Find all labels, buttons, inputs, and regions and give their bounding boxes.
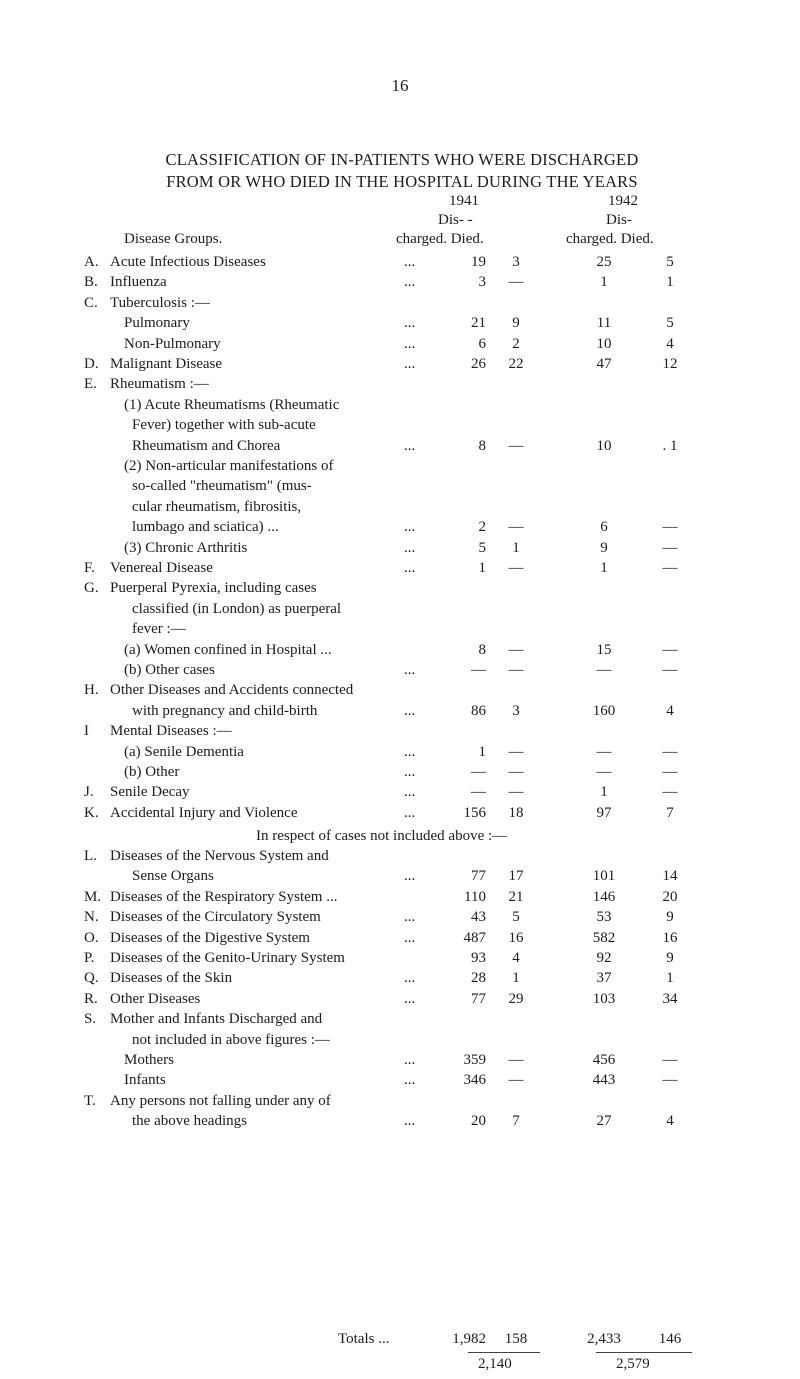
row-leader-dots: ... — [404, 539, 416, 556]
discharged-1942-cell: 101 — [592, 868, 616, 885]
row-label: Non-Pulmonary — [124, 335, 221, 352]
row-letter: N. — [84, 909, 99, 926]
row-label: Malignant Disease — [110, 356, 223, 372]
table-row — [0, 1011, 800, 1031]
died-1941-cell: — — [508, 560, 524, 576]
died-1942-cell: 4 — [666, 702, 674, 719]
discharged-1942-cell: 37 — [596, 970, 612, 987]
row-label: Influenza — [110, 274, 167, 291]
died-1941-cell: — — [508, 743, 524, 760]
died-1942-cell: — — [662, 743, 678, 760]
discharged-1942-cell: 6 — [600, 519, 608, 536]
died-1942-cell: — — [662, 560, 678, 576]
discharged-1942-cell: 53 — [596, 909, 612, 926]
row-letter: Q. — [84, 970, 99, 987]
died-1942-cell: 5 — [666, 315, 674, 332]
table-row — [0, 805, 800, 825]
row-label: (3) Chronic Arthritis — [124, 539, 248, 556]
died-1942-cell: — — [662, 1072, 678, 1089]
row-leader-dots: ... — [404, 909, 416, 926]
row-leader-dots: ... — [404, 356, 416, 372]
discharged-1941-cell: 26 — [471, 356, 486, 372]
discharged-1942-cell: 10 — [596, 437, 612, 454]
died-1942-cell: 9 — [666, 950, 674, 966]
row-leader-dots: ... — [404, 335, 416, 352]
totals-discharged-1941: 1,982 — [452, 1331, 486, 1347]
row-label: Rheumatism :— — [110, 376, 209, 393]
died-1941-cell: — — [508, 641, 524, 658]
discharged-1942-cell: 1 — [600, 274, 608, 291]
discharged-1941-cell: 77 — [471, 990, 486, 1007]
died-1941-cell: 2 — [512, 335, 520, 352]
table-row — [0, 868, 800, 888]
discharged-1942-cell: 97 — [596, 804, 612, 821]
row-label: Acute Infectious Diseases — [110, 254, 266, 270]
table-row — [0, 744, 800, 764]
discharged-1942-cell: 1 — [600, 560, 608, 576]
discharged-1941-cell: 6 — [478, 335, 486, 352]
died-1941-cell: 3 — [512, 254, 520, 270]
table-row — [0, 438, 800, 458]
row-leader-dots: ... — [404, 764, 416, 780]
died-1941-cell: — — [508, 274, 524, 291]
discharged-1941-cell: 1 — [478, 560, 486, 576]
discharged-1941-cell: — — [471, 784, 486, 801]
row-leader-dots: ... — [404, 662, 416, 678]
table-row — [0, 519, 800, 539]
totals-label: Totals ... — [338, 1331, 390, 1347]
table-row — [0, 1052, 800, 1072]
row-leader-dots: ... — [404, 1072, 416, 1089]
died-1942-cell: 14 — [662, 868, 678, 885]
table-row — [0, 848, 800, 868]
discharged-1941-cell: 359 — [463, 1052, 486, 1068]
discharged-1941-cell: 86 — [471, 702, 486, 719]
died-1941-cell: — — [508, 519, 524, 536]
died-1941-cell: 21 — [508, 888, 524, 905]
row-leader-dots: ... — [404, 315, 416, 332]
brace-1941 — [468, 1346, 540, 1353]
died-1942-cell: 7 — [666, 804, 674, 821]
row-label: Rheumatism and Chorea — [132, 437, 281, 454]
row-letter: K. — [84, 804, 99, 821]
died-1941-cell: 3 — [512, 702, 520, 719]
discharged-1941-cell: — — [471, 662, 486, 678]
row-label: Mental Diseases :— — [110, 723, 232, 740]
discharged-1942-cell: 103 — [592, 990, 616, 1007]
discharged-1942-cell: 9 — [600, 539, 608, 556]
died-1942-cell: 4 — [666, 1113, 674, 1130]
discharged-1941-cell: 21 — [471, 315, 486, 332]
table-row — [0, 930, 800, 950]
discharged-1941-cell: 43 — [471, 909, 486, 926]
header-disease-groups: Disease Groups. — [124, 231, 223, 247]
table-row — [0, 662, 800, 682]
died-1942-cell: 5 — [666, 254, 674, 270]
header-dis-1942: Dis- — [606, 212, 632, 228]
table-row — [0, 1113, 800, 1133]
table-row — [0, 601, 800, 621]
died-1941-cell: 22 — [508, 356, 524, 372]
died-1941-cell: — — [508, 1072, 524, 1089]
table-row — [0, 295, 800, 315]
died-1942-cell: 16 — [662, 929, 678, 946]
died-1942-cell: . 1 — [662, 437, 678, 454]
row-label: (2) Non-articular manifestations of — [124, 458, 334, 474]
died-1942-cell: 20 — [662, 888, 678, 905]
row-label: Puerperal Pyrexia, including cases — [110, 580, 317, 597]
row-leader-dots: ... — [404, 1052, 416, 1068]
page-number: 16 — [391, 76, 409, 95]
discharged-1942-cell: 443 — [592, 1072, 616, 1089]
row-label: Mother and Infants Discharged and — [110, 1011, 323, 1028]
row-letter: G. — [84, 580, 99, 597]
row-leader-dots: ... — [404, 990, 416, 1007]
row-label: with pregnancy and child-birth — [132, 702, 318, 719]
row-leader-dots: ... — [404, 743, 416, 760]
died-1942-cell: — — [662, 662, 678, 678]
discharged-1941-cell: 8 — [478, 641, 486, 658]
row-label: Fever) together with sub-acute — [132, 417, 316, 434]
died-1942-cell: — — [662, 784, 678, 801]
row-label: Venereal Disease — [110, 560, 213, 576]
row-label: Diseases of the Digestive System — [110, 929, 310, 946]
row-letter: P. — [84, 950, 95, 966]
died-1942-cell: — — [662, 539, 678, 556]
discharged-1942-cell: 456 — [592, 1052, 616, 1068]
died-1941-cell: 9 — [512, 315, 520, 332]
died-1942-cell: — — [662, 641, 678, 658]
discharged-1942-cell: 27 — [596, 1113, 612, 1130]
row-label: Infants — [124, 1072, 166, 1089]
row-label: Sense Organs — [132, 868, 214, 885]
table-row — [0, 560, 800, 580]
table-row — [0, 580, 800, 600]
row-letter: M. — [84, 888, 102, 905]
discharged-1941-cell: — — [471, 764, 486, 780]
table-row — [0, 950, 800, 970]
table-row — [0, 356, 800, 376]
row-leader-dots: ... — [404, 254, 416, 270]
row-label: Diseases of the Nervous System and — [110, 848, 329, 864]
died-1942-cell: — — [662, 519, 678, 536]
row-leader-dots: ... — [404, 560, 416, 576]
died-1941-cell: 29 — [508, 990, 524, 1007]
header-dis-1941: Dis- - — [438, 212, 473, 228]
row-letter: D. — [84, 356, 99, 372]
totals-died-1942: 146 — [658, 1331, 682, 1347]
died-1942-cell: 1 — [666, 274, 674, 291]
table-row — [0, 478, 800, 498]
discharged-1941-cell: 156 — [463, 804, 486, 821]
table-row — [0, 723, 800, 743]
header-charged-died-1942: charged. Died. — [566, 231, 654, 247]
row-label: (b) Other cases — [124, 662, 215, 678]
table-row — [0, 499, 800, 519]
row-leader-dots: ... — [404, 437, 416, 454]
discharged-1941-cell: 110 — [464, 888, 486, 905]
table-row — [0, 621, 800, 641]
died-1942-cell: 12 — [662, 356, 678, 372]
table-row — [0, 703, 800, 723]
table-row — [0, 909, 800, 929]
row-letter: F. — [84, 560, 95, 576]
table-row — [0, 1072, 800, 1092]
row-leader-dots: ... — [404, 702, 416, 719]
row-letter: S. — [84, 1011, 97, 1028]
row-letter: R. — [84, 990, 98, 1007]
table-row — [0, 458, 800, 478]
discharged-1941-cell: 487 — [463, 929, 486, 946]
row-label: Diseases of the Respiratory System ... — [110, 888, 338, 905]
row-leader-dots: ... — [404, 519, 416, 536]
row-label: Accidental Injury and Violence — [110, 804, 298, 821]
row-label: so-called "rheumatism" (mus- — [132, 478, 312, 495]
row-label: Any persons not falling under any of — [110, 1092, 331, 1109]
died-1941-cell: 17 — [508, 868, 524, 885]
died-1941-cell: — — [508, 1052, 524, 1068]
row-label: (a) Women confined in Hospital ... — [124, 641, 332, 658]
row-leader-dots: ... — [404, 970, 416, 987]
table-row — [0, 417, 800, 437]
row-letter: O. — [84, 929, 99, 946]
brace-1942 — [596, 1346, 692, 1353]
title-line-1: CLASSIFICATION OF IN-PATIENTS WHO WERE DISCHARGED — [165, 150, 639, 169]
row-label: Mothers — [124, 1052, 174, 1068]
died-1941-cell: 5 — [512, 909, 520, 926]
row-letter: B. — [84, 274, 98, 291]
discharged-1942-cell: 15 — [596, 641, 612, 658]
discharged-1942-cell: 582 — [592, 929, 616, 946]
discharged-1941-cell: 3 — [478, 274, 486, 291]
table-row — [0, 1032, 800, 1052]
table-row — [0, 540, 800, 560]
died-1941-cell: 18 — [508, 804, 524, 821]
died-1941-cell: 16 — [508, 929, 524, 946]
row-label: Tuberculosis :— — [110, 294, 210, 311]
row-label: the above headings — [132, 1113, 247, 1130]
died-1941-cell: — — [508, 784, 524, 801]
table-row — [0, 376, 800, 396]
table-row — [0, 784, 800, 804]
discharged-1941-cell: 77 — [471, 868, 486, 885]
died-1941-cell: — — [508, 764, 524, 780]
row-label: (b) Other — [124, 764, 180, 780]
died-1942-cell: — — [662, 764, 678, 780]
table-row — [0, 970, 800, 990]
row-leader-dots: ... — [404, 868, 416, 885]
died-1941-cell: — — [508, 662, 524, 678]
row-leader-dots: ... — [404, 274, 416, 291]
discharged-1942-cell: 1 — [600, 784, 608, 801]
discharged-1942-cell: — — [596, 764, 612, 780]
died-1942-cell: — — [662, 1052, 678, 1068]
died-1941-cell: — — [508, 437, 524, 454]
row-label: Diseases of the Skin — [110, 970, 233, 987]
row-leader-dots: ... — [404, 784, 416, 801]
died-1941-cell: 1 — [512, 970, 520, 987]
row-label: Other Diseases — [110, 990, 201, 1007]
discharged-1941-cell: 28 — [471, 970, 486, 987]
discharged-1941-cell: 5 — [478, 539, 486, 556]
table-row — [0, 991, 800, 1011]
discharged-1942-cell: 146 — [592, 888, 616, 905]
row-letter: E. — [84, 376, 97, 393]
died-1942-cell: 34 — [662, 990, 678, 1007]
row-letter: J. — [84, 784, 94, 801]
discharged-1941-cell: 20 — [471, 1113, 486, 1130]
died-1942-cell: 9 — [666, 909, 674, 926]
sum-1942: 2,579 — [616, 1356, 650, 1372]
row-label: Pulmonary — [124, 315, 190, 332]
discharged-1941-cell: 19 — [471, 254, 486, 270]
header-year-1942: 1942 — [608, 193, 638, 209]
row-label: Diseases of the Circulatory System — [110, 909, 321, 926]
died-1941-cell: 1 — [512, 539, 520, 556]
row-letter: C. — [84, 294, 98, 311]
table-row — [0, 1093, 800, 1113]
discharged-1942-cell: 47 — [596, 356, 612, 372]
died-1941-cell: 7 — [512, 1113, 520, 1130]
row-label: classified (in London) as puerperal — [132, 600, 342, 617]
discharged-1941-cell: 346 — [463, 1072, 486, 1089]
discharged-1942-cell: — — [596, 743, 612, 760]
discharged-1942-cell: 10 — [596, 335, 612, 352]
discharged-1942-cell: 25 — [596, 254, 612, 270]
table-note: In respect of cases not included above :— — [256, 828, 508, 844]
table-row — [0, 764, 800, 784]
row-leader-dots: ... — [404, 929, 416, 946]
discharged-1942-cell: — — [596, 662, 612, 678]
row-label: (1) Acute Rheumatisms (Rheumatic — [124, 396, 340, 413]
row-label: lumbago and sciatica) ... — [132, 519, 279, 536]
row-leader-dots: ... — [404, 1113, 416, 1130]
table-row — [0, 254, 800, 274]
totals-died-1941: 158 — [504, 1331, 528, 1347]
table-row — [0, 274, 800, 294]
discharged-1942-cell: 11 — [596, 315, 612, 332]
died-1942-cell: 1 — [666, 970, 674, 987]
row-letter: L. — [84, 848, 97, 864]
header-charged-died-1941: charged. Died. — [396, 231, 484, 247]
discharged-1941-cell: 8 — [478, 437, 486, 454]
header-year-1941: 1941 — [449, 193, 479, 209]
row-label: Diseases of the Genito-Urinary System — [110, 950, 345, 966]
table-row — [0, 336, 800, 356]
row-label: Other Diseases and Accidents connected — [110, 682, 354, 699]
table-row — [0, 642, 800, 662]
discharged-1942-cell: 160 — [592, 702, 616, 719]
table-row — [0, 682, 800, 702]
totals-discharged-1942: 2,433 — [587, 1331, 621, 1347]
discharged-1942-cell: 92 — [596, 950, 612, 966]
row-letter: A. — [84, 254, 99, 270]
sum-1941: 2,140 — [478, 1356, 512, 1372]
died-1942-cell: 4 — [666, 335, 674, 352]
table-row — [0, 889, 800, 909]
discharged-1941-cell: 2 — [478, 519, 486, 536]
table-row — [0, 397, 800, 417]
table-row — [0, 315, 800, 335]
discharged-1941-cell: 93 — [471, 950, 486, 966]
row-letter: I — [84, 723, 89, 740]
died-1941-cell: 4 — [512, 950, 520, 966]
row-label: fever :— — [132, 621, 186, 638]
discharged-1941-cell: 1 — [478, 743, 486, 760]
row-label: not included in above figures :— — [132, 1031, 330, 1048]
row-label: cular rheumatism, fibrositis, — [132, 498, 302, 515]
row-label: Senile Decay — [110, 784, 190, 801]
row-leader-dots: ... — [404, 804, 416, 821]
row-label: (a) Senile Dementia — [124, 743, 244, 760]
row-letter: H. — [84, 682, 99, 699]
title-line-2: FROM OR WHO DIED IN THE HOSPITAL DURING THE YEARS — [166, 172, 638, 191]
row-letter: T. — [84, 1092, 96, 1109]
